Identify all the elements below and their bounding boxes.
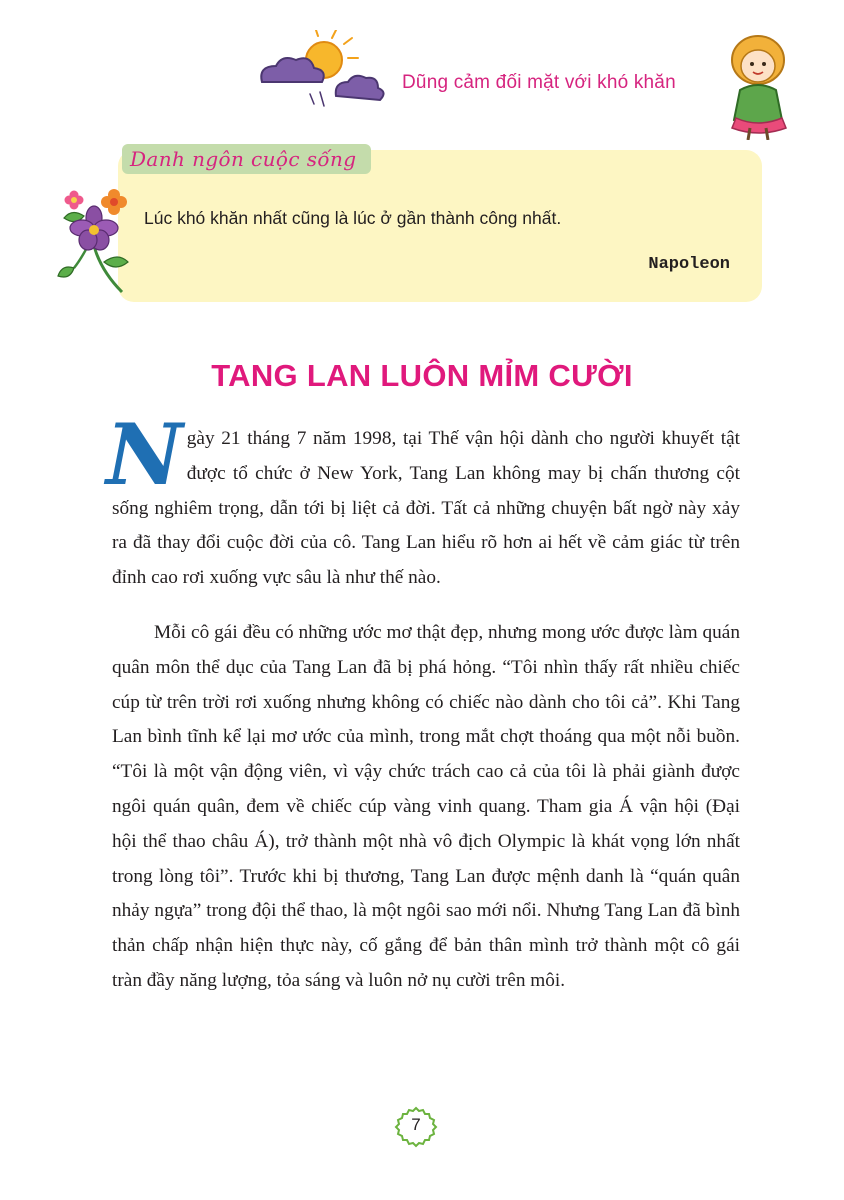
story-title: TANG LAN LUÔN MỈM CƯỜI [211,358,633,393]
girl-illustration-icon [724,30,794,140]
quote-text: Lúc khó khăn nhất cũng là lúc ở gần thành công nhất. [144,208,562,228]
running-header-title: Dũng cảm đối mặt với khó khăn [402,72,676,93]
page-number-text: 7 [411,1115,421,1134]
story-paragraph-1-text: gày 21 tháng 7 năm 1998, tại Thế vận hội dành cho người khuyết tật được tổ chức ở New York, Tang Lan không may bị chấn thương cột sống nghiêm trọng, dẫn tới bị liệt cả đời. Tất cả những chuyện bất ngờ này xảy ra đã thay đổi cuộc đời của cô. Tang Lan hiểu rõ hơn ai hết về cảm giác từ trên đỉnh cao rơi xuống vực sâu là như thế nào. [112,428,740,589]
story-paragraph-2: Mỗi cô gái đều có những ước mơ thật đẹp, nhưng mong ước được làm quán quân môn thể dục của Tang Lan đã bị phá hỏng. “Tôi nhìn thấy rất nhiều chiếc cúp từ trên trời rơi xuống nhưng không có chiếc nào dành cho tôi cả”. Khi Tang Lan bình tĩnh kể lại mơ ước của mình, trong mắt chợt thoáng qua một nỗi buồn. “Tôi là một vận động viên, vì vậy chức trách cao cả của tôi là phải giành được ngôi quán quân, đem về chiếc cúp vàng vinh quang. Tham gia Á vận hội (Đại hội thể thao châu Á), trở thành một nhà vô địch Olympic là khát vọng lớn nhất trong lòng tôi”. Trước khi bị thương, Tang Lan được mệnh danh là “quán quân nhảy ngựa” trong đội thể thao, là một ngôi sao mới nổi. Nhưng Tang Lan đã bình thản chấp nhận hiện thực này, cố gắng để bản thân mình trở thành một cô gái tràn đầy năng lượng, tỏa sáng và luôn nở nụ cười trên môi. [112,621,740,991]
story-paragraph-1 [106,405,740,596]
flower-icon [52,188,136,298]
cloud-sun-icon [240,30,400,110]
running-header [240,30,820,140]
story-body [106,405,740,999]
page-number [394,1106,438,1150]
quote-author: Napoleon [648,255,730,274]
drop-cap: N [106,405,183,504]
quote-label: Danh ngôn cuộc sống [122,144,371,174]
